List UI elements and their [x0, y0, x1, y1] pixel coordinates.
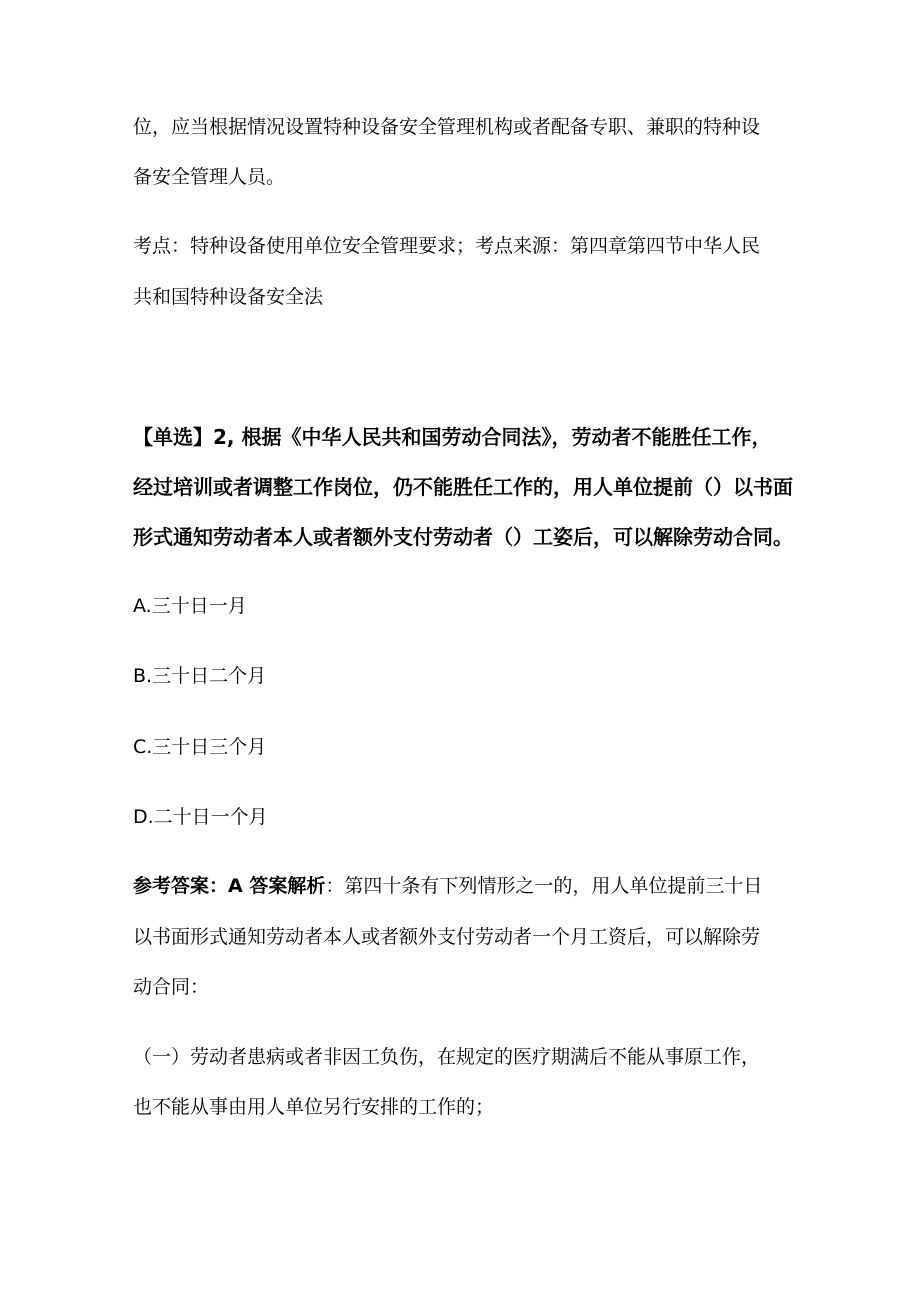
option-d: D.二十日一个月	[133, 806, 268, 828]
question-line-1: 【单选】2, 根据《中华人民共和国劳动合同法》，劳动者不能胜任工作，	[133, 425, 772, 449]
answer-text: ：第四十条有下列情形之一的，用人单位提前三十日	[325, 875, 763, 897]
option-a: A.三十日一月	[133, 595, 247, 617]
prev-explanation-line-1: 位，应当根据情况设置特种设备安全管理机构或者配备专职、兼职的特种设	[133, 116, 761, 138]
option-b: B.三十日二个月	[133, 665, 267, 687]
answer-line-3: 动合同：	[133, 976, 210, 998]
question-line-2: 经过培训或者调整工作岗位，仍不能胜任工作的，用人单位提前（）以书面	[133, 475, 793, 499]
question-line-3: 形式通知劳动者本人或者额外支付劳动者（）工姿后，可以解除劳动合同。	[133, 525, 793, 549]
answer-line-1	[133, 873, 762, 899]
option-c: C.三十日三个月	[133, 736, 267, 758]
clause-1-line-2: 也不能从事由用人单位另行安排的工作的；	[133, 1096, 495, 1118]
clause-1-line-1: （一）劳动者患病或者非因工负伤，在规定的医疗期满后不能从事原工作，	[133, 1046, 761, 1068]
prev-explanation-line-2: 备安全管理人员。	[133, 166, 286, 188]
prev-topic-line-2: 共和国特种设备安全法	[133, 286, 324, 308]
answer-label: 参考答案：A 答案解析	[133, 875, 326, 897]
prev-topic-line-1: 考点：特种设备使用单位安全管理要求；考点来源：第四章第四节中华人民	[133, 235, 761, 257]
answer-line-2: 以书面形式通知劳动者本人或者额外支付劳动者一个月工资后，可以解除劳	[133, 926, 761, 948]
